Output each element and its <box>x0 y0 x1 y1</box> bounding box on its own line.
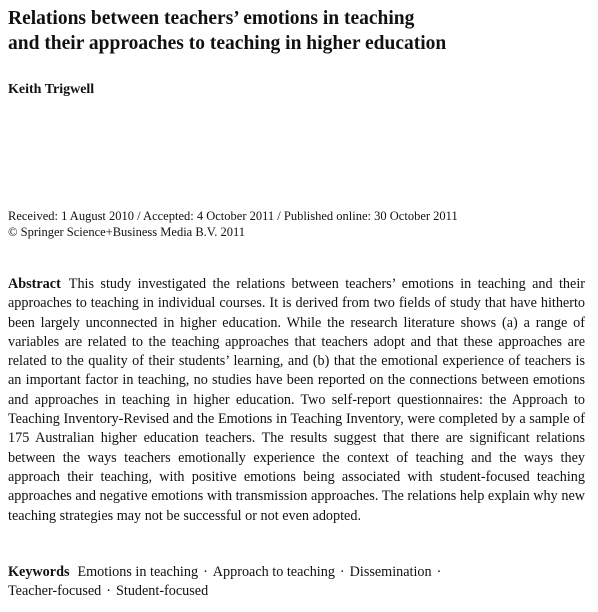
publication-info <box>8 208 458 240</box>
keyword-item: Emotions in teaching <box>77 564 199 580</box>
keywords-label: Keywords <box>8 564 70 580</box>
article-title-line-2: and their approaches to teaching in higher education <box>8 33 447 54</box>
keyword-separator: · <box>339 564 345 580</box>
abstract-label: Abstract <box>8 276 61 292</box>
publication-history: Received: 1 August 2010 / Accepted: 4 October 2011 / Published online: 30 October 2011 <box>8 209 458 223</box>
article-author: Keith Trigwell <box>8 82 95 97</box>
keyword-separator: · <box>106 583 111 600</box>
article-title-line-1: Relations between teachers’ emotions in teaching <box>8 8 415 29</box>
keyword-item: Student-focused <box>115 583 209 600</box>
keyword-item: Dissemination <box>349 564 432 580</box>
keyword-separator: · <box>436 564 442 580</box>
keyword-item: Teacher-focused <box>8 583 102 600</box>
article-title <box>8 6 588 56</box>
copyright-notice: © Springer Science+Business Media B.V. 2011 <box>8 225 246 239</box>
keyword-item: Approach to teaching <box>212 564 335 580</box>
abstract <box>8 275 585 526</box>
abstract-text: This study investigated the relations between teachers’ emotions in teaching and their approaches to teaching in individual courses. It is derived from two fields of study that have hitherto been largely unconnected in higher education. While the research literature shows (a) a range of variables are related to the teaching approaches that teachers adopt and that these approaches are related to the quality of their students’ learning, and (b) that the emotional experience of teachers is an important factor in teaching, no studies have been reported on the connections between emotions and approaches in teaching in higher education. Two self-report questionnaires: the Approach to Teaching Inventory-Revised and the Emotions in Teaching Inventory, were completed by a sample of 175 Australian higher education teachers. The results suggest that there are significant relations between the ways teachers emotionally experience the context of teaching and the ways they approach their teaching, with positive emotions being associated with student-focused teaching approaches and negative emotions with transmission approaches. The relations help explain why new teaching strategies may not be successful or not even adopted. <box>8 276 585 524</box>
keywords <box>8 563 585 602</box>
keyword-separator: · <box>203 564 208 580</box>
